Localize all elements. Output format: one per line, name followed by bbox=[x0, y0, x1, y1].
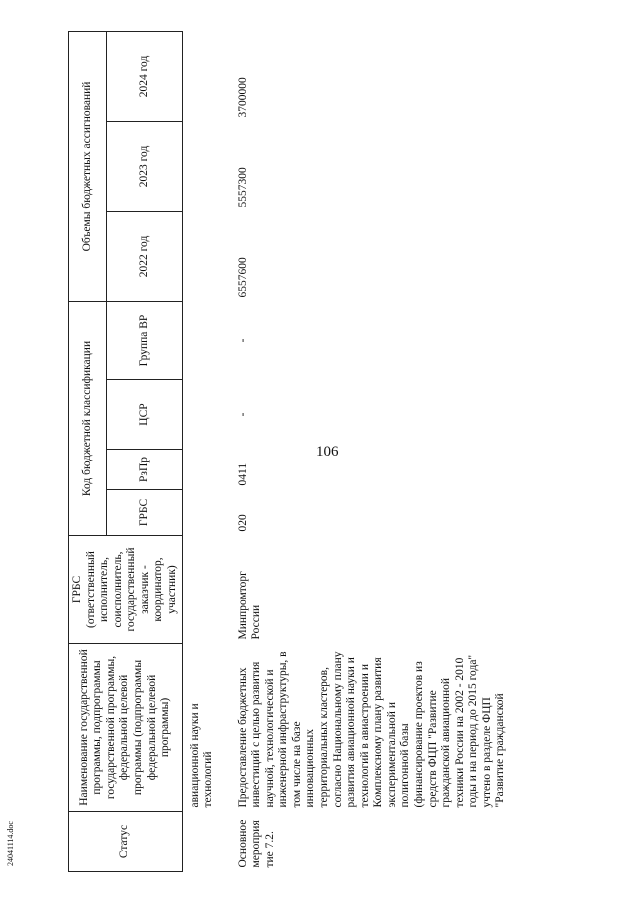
rotated-table-page bbox=[68, 32, 604, 872]
cell-status: Основное мероприятие 7.2. bbox=[236, 819, 276, 868]
header-budget-code-group: Код бюджетной классификации bbox=[69, 301, 107, 535]
document-id: 24041114.doc bbox=[6, 821, 15, 866]
header-name: Наименование государственной программы, подпрограммы государственной программы, федеральной целевой программы (подпрограммы федеральной целевой программы) bbox=[69, 644, 183, 812]
header-year-2024: 2024 год bbox=[107, 31, 182, 121]
header-rzpr: РзПр bbox=[107, 450, 182, 490]
cell-2023: 5557300 bbox=[236, 167, 249, 208]
header-status: Статус bbox=[69, 812, 183, 872]
cell-status bbox=[182, 812, 234, 872]
header-year-2022: 2022 год bbox=[107, 211, 182, 301]
header-grbs-role: ГРБС (ответственный исполнитель, соисполнитель, государственный заказчик - координатор, участник) bbox=[69, 536, 183, 644]
header-grbs: ГРБС bbox=[107, 490, 182, 536]
cell-name: Предоставление бюджетных инвестиций с целью развития научной, технологической и инженерной инфраструктуры, в том числе на базе инновационных территориальных кластеров, согласно Национальному плану развития авиационной науки и технологий в авиастроении и Комплексному плану развития экспериментальной и полигонной базы (финансирование проектов из средств ФЦП "Развитие гражданской авиационной техники России на 2002 - 2010 годы и на период до 2015 года" учтено в разделе ФЦП "Развитие гражданской bbox=[236, 651, 507, 808]
table-row bbox=[234, 31, 511, 871]
cell-grbs: 020 bbox=[236, 514, 249, 532]
header-csr: ЦСР bbox=[107, 380, 182, 450]
header-vr: Группа ВР bbox=[107, 301, 182, 379]
cell-csr: - bbox=[236, 412, 249, 417]
cell-rzpr: 0411 bbox=[236, 462, 249, 486]
cell-2024: 3700000 bbox=[236, 77, 249, 118]
cell-name: авиационной науки и технологий bbox=[188, 703, 215, 808]
budget-table bbox=[68, 31, 511, 872]
header-allocations-group: Объемы бюджетных ассигнований bbox=[69, 31, 107, 301]
cell-vr: - bbox=[236, 338, 249, 343]
cell-2022: 6557600 bbox=[236, 257, 249, 298]
header-year-2023: 2023 год bbox=[107, 121, 182, 211]
table-row-continuation bbox=[182, 31, 234, 871]
page-number: 106 bbox=[316, 444, 339, 460]
cell-grbs-role: Минпромторг России bbox=[236, 571, 263, 640]
